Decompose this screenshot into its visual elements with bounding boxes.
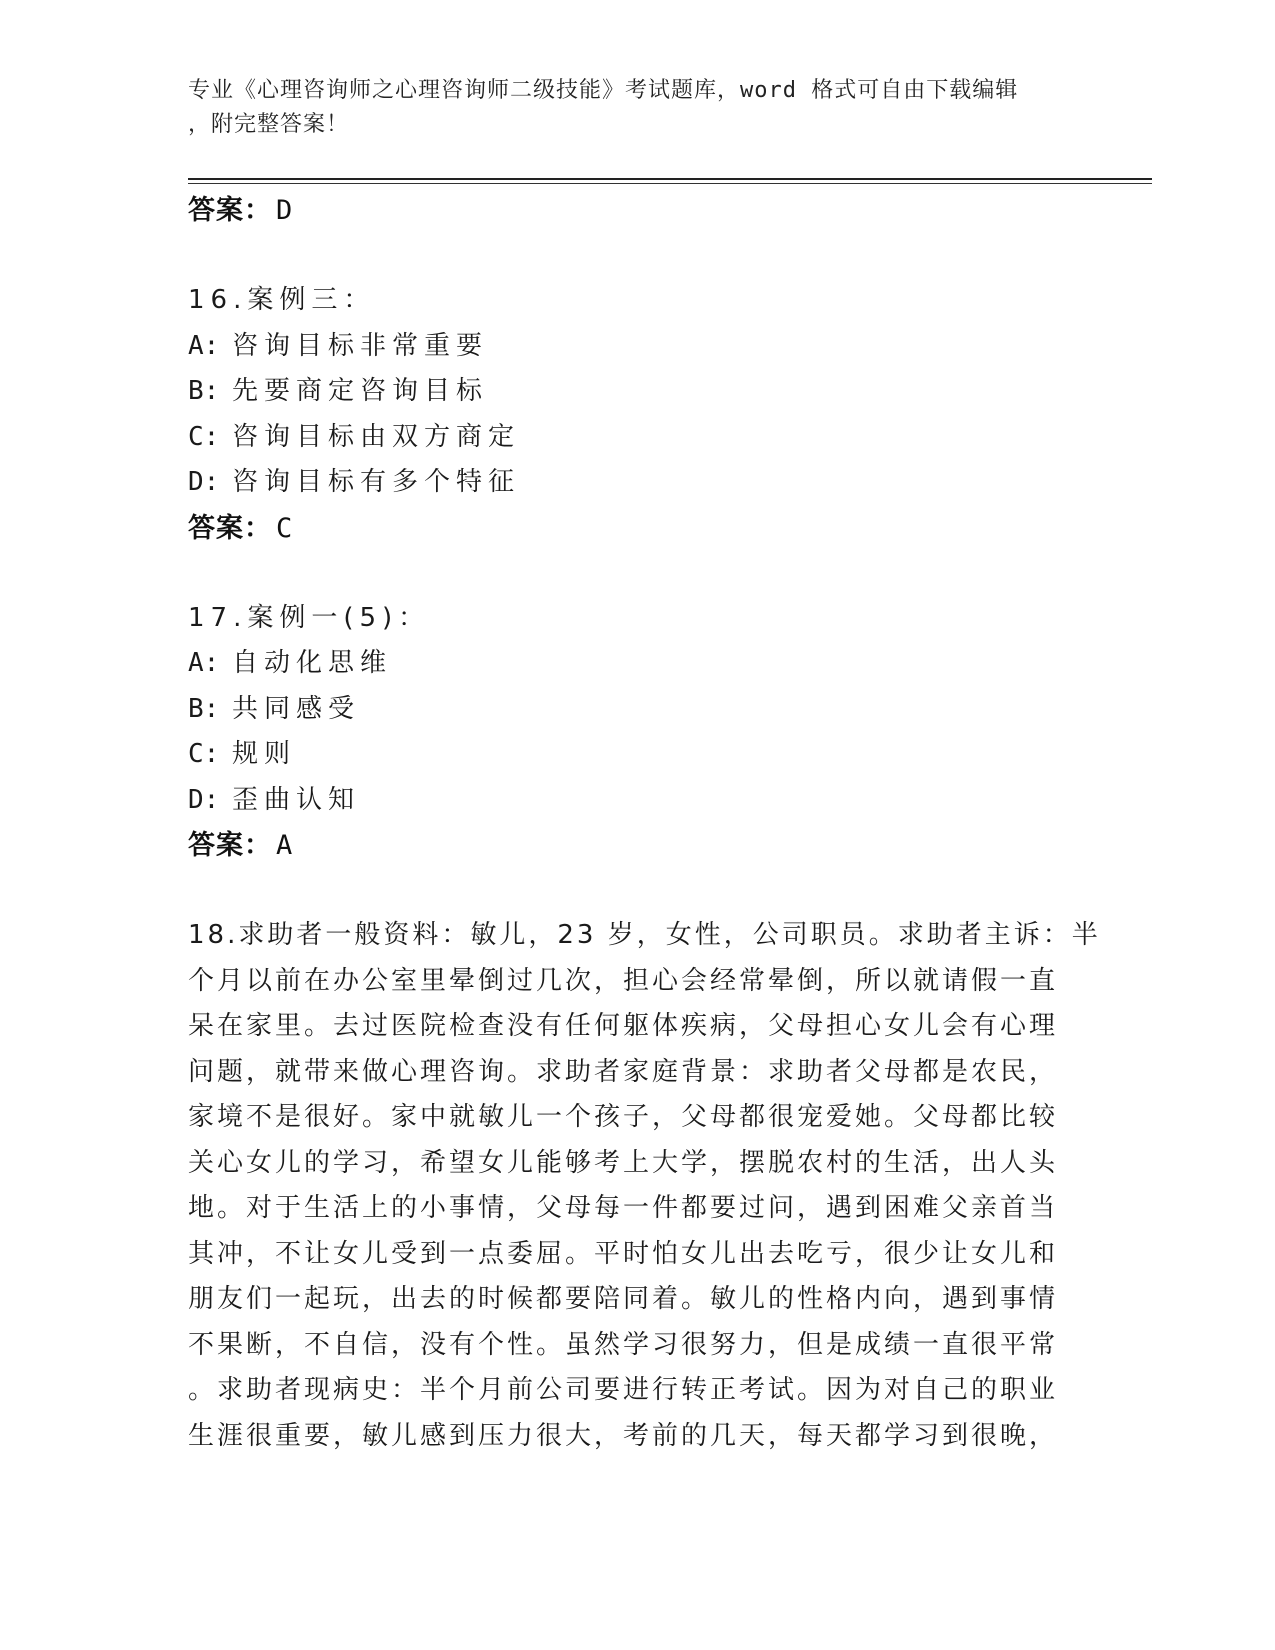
paragraph-line: 朋友们一起玩，出去的时候都要陪同着。敏儿的性格内向，遇到事情 [188, 1284, 1059, 1314]
answer-line [188, 188, 1088, 234]
option-c [188, 732, 1088, 778]
question-paragraph [188, 913, 1101, 1459]
option-key: D: [188, 467, 220, 497]
spacer [188, 234, 1088, 278]
header-rule-thin [188, 183, 1152, 184]
option-d [188, 460, 1088, 506]
option-text: 规则 [232, 739, 297, 769]
option-text: 咨询目标有多个特征 [232, 467, 521, 497]
option-text: 共同感受 [232, 693, 361, 724]
header-line-2: ，附完整答案！ [188, 112, 350, 137]
option-text: 自动化思维 [232, 648, 393, 678]
answer-label: 答案： [188, 512, 272, 544]
option-key: B: [188, 376, 220, 406]
option-text: 歪曲认知 [232, 784, 361, 815]
spacer [188, 869, 1088, 913]
answer-label: 答案： [188, 195, 272, 226]
paragraph-line: 18.求助者一般资料：敏儿，23 岁，女性，公司职员。求助者主诉：半 [188, 920, 1101, 950]
question-title: 16.案例三： [188, 285, 376, 315]
option-a [188, 324, 1088, 370]
answer-value: C [276, 512, 294, 544]
answer-line [188, 506, 1088, 552]
answer-line [188, 823, 1088, 869]
paragraph-line: 关心女儿的学习，希望女儿能够考上大学，摆脱农村的生活，出人头 [188, 1147, 1059, 1178]
question-title: 17.案例一(5)： [188, 602, 431, 633]
paragraph-line: 。求助者现病史：半个月前公司要进行转正考试。因为对自己的职业 [188, 1375, 1059, 1405]
option-key: B: [188, 693, 220, 724]
answer-label: 答案： [188, 830, 272, 861]
option-key: A: [188, 648, 220, 678]
question-block [188, 278, 1088, 552]
paragraph-line: 地。对于生活上的小事情，父母每一件都要过问，遇到困难父亲首当 [188, 1193, 1059, 1223]
option-key: D: [188, 784, 220, 815]
answer-value: D [276, 195, 294, 226]
paragraph-line: 个月以前在办公室里晕倒过几次，担心会经常晕倒，所以就请假一直 [188, 965, 1059, 996]
header-line-1: 专业《心理咨询师之心理咨询师二级技能》考试题库，word 格式可自由下载编辑 [188, 78, 1019, 103]
option-text: 咨询目标由双方商定 [232, 421, 521, 452]
header-rule-thick [188, 178, 1152, 180]
option-b [188, 687, 1088, 733]
paragraph-line: 不果断，不自信，没有个性。虽然学习很努力，但是成绩一直很平常 [188, 1329, 1059, 1360]
paragraph-line: 其冲，不让女儿受到一点委屈。平时怕女儿出去吃亏，很少让女儿和 [188, 1238, 1059, 1269]
answer-value: A [276, 830, 294, 861]
page-header [188, 74, 1088, 142]
paragraph-line: 呆在家里。去过医院检查没有任何躯体疾病，父母担心女儿会有心理 [188, 1011, 1059, 1041]
paragraph-line: 生涯很重要，敏儿感到压力很大，考前的几天，每天都学习到很晚， [188, 1420, 1059, 1451]
option-d [188, 778, 1088, 824]
option-key: A: [188, 330, 220, 361]
question-block [188, 596, 1088, 870]
option-key: C: [188, 421, 220, 452]
option-text: 先要商定咨询目标 [232, 376, 489, 406]
option-key: C: [188, 739, 220, 769]
option-c [188, 415, 1088, 461]
spacer [188, 552, 1088, 596]
paragraph-line: 家境不是很好。家中就敏儿一个孩子，父母都很宠爱她。父母都比较 [188, 1102, 1059, 1132]
option-a [188, 641, 1088, 687]
document-body [188, 188, 1101, 1459]
option-b [188, 369, 1088, 415]
paragraph-line: 问题，就带来做心理咨询。求助者家庭背景：求助者父母都是农民， [188, 1056, 1059, 1087]
option-text: 咨询目标非常重要 [232, 330, 489, 361]
